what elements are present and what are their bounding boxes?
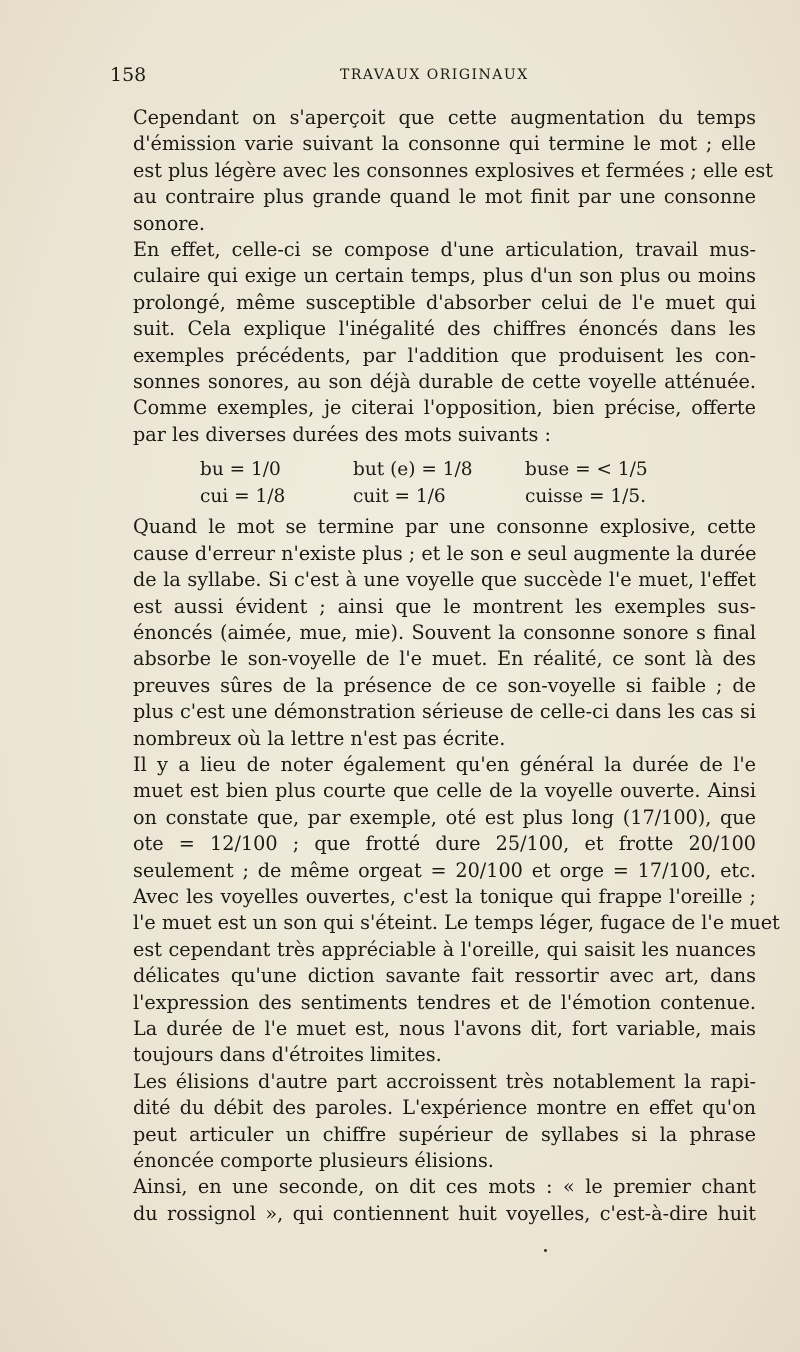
paragraph — [110, 237, 756, 395]
text-line: l'e muet est un son qui s'éteint. Le temps léger, fugace de l'e muet — [133, 911, 780, 935]
duration-entry: cui = 1/8 — [200, 486, 286, 508]
paragraph — [110, 752, 780, 1016]
text-line: est cependant très appréciable à l'oreille, qui saisit les nuances — [133, 937, 756, 961]
text-line: sonore. — [133, 211, 205, 235]
text-line: ote = 12/100 ; que frotté dure 25/100, et frotte 20/100 — [133, 832, 756, 856]
text-line: exemples précédents, par l'addition que produisent les con- — [133, 343, 756, 367]
text-line: En effet, celle-ci se compose d'une articulation, travail mus- — [133, 238, 756, 262]
text-line: culaire qui exige un certain temps, plus d'un son plus ou moins — [133, 264, 756, 288]
text-line: Ainsi, en une seconde, on dit ces mots : « le premier chant — [133, 1175, 756, 1199]
text-line: toujours dans d'étroites limites. — [133, 1043, 442, 1067]
text-line: suit. Cela explique l'inégalité des chiffres énoncés dans les — [133, 317, 756, 341]
text-line: Cependant on s'aperçoit que cette augmentation du temps — [133, 106, 756, 129]
text-line: du rossignol », qui contiennent huit voyelles, c'est-à-dire huit — [133, 1201, 756, 1225]
running-title: TRAVAUX ORIGINAUX — [340, 67, 529, 83]
text-line: Avec les voyelles ouvertes, c'est la tonique qui frappe l'oreille ; — [133, 884, 756, 908]
text-line: peut articuler un chiffre supérieur de syllabes si la phrase — [133, 1122, 756, 1146]
paragraph — [110, 395, 756, 448]
durations-table — [110, 453, 756, 511]
text-line: énoncés (aimée, mue, mie). Souvent la consonne sonore s final — [133, 620, 756, 644]
paragraph — [110, 1174, 756, 1227]
text-line: est plus légère avec les consonnes explosives et fermées ; elle est — [133, 158, 773, 182]
text-line: par les diverses durées des mots suivants : — [133, 422, 551, 446]
text-line: nombreux où la lettre n'est pas écrite. — [133, 726, 506, 750]
paper-speck — [544, 1249, 547, 1252]
text-line: absorbe le son-voyelle de l'e muet. En réalité, ce sont là des — [133, 647, 756, 671]
page-header — [110, 64, 760, 86]
text-line: muet est bien plus courte que celle de la voyelle ouverte. Ainsi — [133, 779, 756, 803]
text-line: on constate que, par exemple, oté est plus long (17/100), que — [133, 805, 756, 829]
duration-entry: cuisse = 1/5. — [525, 486, 647, 508]
text-line: de la syllabe. Si c'est à une voyelle que succède l'e muet, l'effet — [133, 568, 756, 592]
text-line: Les élisions d'autre part accroissent très notablement la rapi- — [133, 1069, 756, 1093]
text-line: énoncée comporte plusieurs élisions. — [133, 1149, 494, 1173]
text-line: prolongé, même susceptible d'absorber celui de l'e muet qui — [133, 290, 756, 314]
paragraph — [110, 1069, 756, 1175]
text-line: Quand le mot se termine par une consonne explosive, cette — [133, 515, 756, 539]
text-line: d'émission varie suivant la consonne qui termine le mot ; elle — [133, 132, 756, 156]
text-line: l'expression des sentiments tendres et de l'émotion contenue. — [133, 990, 756, 1014]
duration-entry: cuit = 1/6 — [353, 486, 446, 508]
text-line: Il y a lieu de noter également qu'en général la durée de l'e — [133, 752, 756, 776]
text-line: sonnes sonores, au son déjà durable de cette voyelle atténuée. — [133, 370, 756, 394]
text-line: Comme exemples, je citerai l'opposition, bien précise, offerte — [133, 396, 756, 420]
text-line: délicates qu'une diction savante fait ressortir avec art, dans — [133, 964, 756, 988]
paragraph — [110, 1016, 756, 1069]
text-line: seulement ; de même orgeat = 20/100 et orge = 17/100, etc. — [133, 858, 756, 882]
text-line: plus c'est une démonstration sérieuse de celle-ci dans les cas si — [133, 700, 756, 724]
text-line: La durée de l'e muet est, nous l'avons dit, fort variable, mais — [133, 1017, 756, 1040]
duration-entry: but (e) = 1/8 — [353, 459, 473, 481]
paragraph — [110, 105, 773, 237]
text-line: est aussi évident ; ainsi que le montrent les exemples sus- — [133, 594, 756, 618]
page-number: 158 — [110, 64, 147, 86]
duration-entry: buse = < 1/5 — [525, 459, 648, 481]
text-line: cause d'erreur n'existe plus ; et le son e seul augmente la durée — [133, 541, 757, 565]
body-text — [110, 105, 780, 1227]
paragraph — [110, 514, 756, 752]
duration-entry: bu = 1/0 — [200, 459, 281, 481]
text-line: au contraire plus grande quand le mot finit par une consonne — [133, 185, 756, 209]
text-line: preuves sûres de la présence de ce son-voyelle si faible ; de — [133, 673, 756, 697]
text-line: dité du débit des paroles. L'expérience montre en effet qu'on — [133, 1096, 756, 1120]
